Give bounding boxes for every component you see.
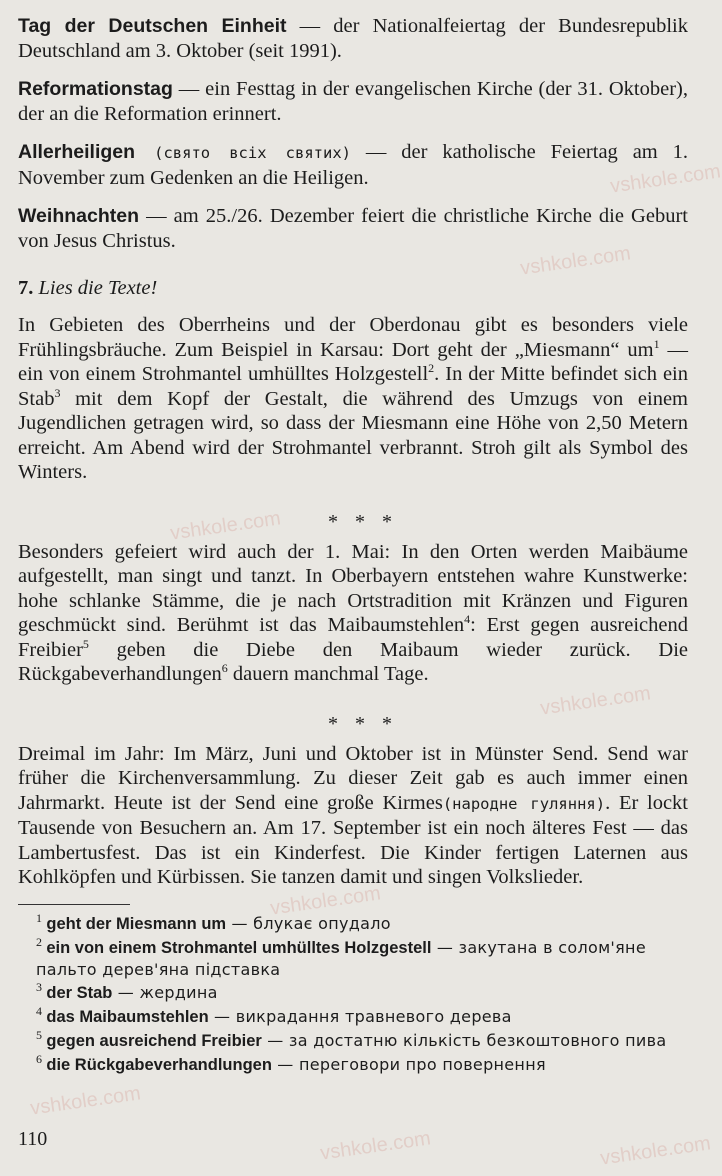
footnote-ref: 6: [221, 661, 228, 676]
footnote-2: [18, 934, 688, 980]
definition-reformationstag: [18, 77, 688, 127]
definition-tag-der-einheit: [18, 14, 688, 64]
definition-text: — der katholische Feiertag am 1. November zum Gedenken an die Heiligen.: [18, 141, 689, 189]
task-heading: [18, 276, 688, 301]
footnote-translation: — переговори про повернення: [271, 1054, 546, 1074]
footnote-ref: 2: [428, 361, 435, 376]
footnote-term: das Maibaumstehlen: [46, 1007, 209, 1026]
watermark: vshkole.com: [538, 682, 653, 720]
definition-text: — der Nationalfeiertag der Bundesrepublik Deutschland am 3. Oktober (seit 1991).: [18, 15, 688, 62]
definition-term: Weihnachten: [18, 205, 139, 227]
footnote-number: 2: [36, 934, 42, 949]
footnote-term: ein von einem Strohmantel umhülltes Holzgestell: [46, 938, 432, 957]
footnote-5: [18, 1027, 688, 1052]
footnote-number: 5: [36, 1027, 42, 1042]
footnotes: [18, 910, 688, 1076]
watermark: vshkole.com: [268, 882, 383, 920]
definition-weihnachten: [18, 204, 688, 254]
definition-gloss: (свято всіх святих): [135, 144, 351, 162]
footnote-1: [18, 910, 688, 935]
definition-text: — ein Festtag in der evangelischen Kirche (der 31. Oktober), der an die Reformation erinnert.: [18, 78, 688, 125]
watermark: vshkole.com: [518, 242, 633, 280]
footnote-term: die Rückgabeverhandlungen: [46, 1055, 272, 1074]
text-segment: : Erst gegen ausreichend Freibier: [18, 614, 688, 661]
text-segment: Besonders gefeiert wird auch der 1. Mai: In den Orten werden Maibäume aufgestellt, man singt und tanzt. In Oberbayern entstehen wahre Kunstwerke: hohe schlanke Stämme, die je nach Ortstradition mit Kränzen und Figuren geschmückt sind. Berühmt ist das Maibaumstehlen: [18, 540, 688, 636]
footnote-translation: — викрадання травневого дерева: [208, 1006, 512, 1026]
definition-term: Tag der Deutschen Einheit: [18, 15, 287, 37]
footnote-term: gegen ausreichend Freibier: [46, 1031, 262, 1050]
footnote-number: 1: [36, 910, 42, 925]
footnote-translation: — закутана в солом'яне пальто дерев'яна підставка: [36, 937, 646, 979]
footnote-term: der Stab: [46, 983, 113, 1002]
task-number: 7.: [18, 277, 34, 299]
footnote-number: 6: [36, 1051, 42, 1066]
footnote-translation: — жердина: [112, 982, 218, 1002]
footnote-ref: 4: [464, 612, 471, 627]
definition-allerheiligen: [18, 140, 688, 191]
page-number: 110: [18, 1128, 48, 1150]
text-segment: In Gebieten des Oberrheins und der Oberdonau gibt es besonders viele Frühlingsbräuche. Zum Beispiel in Karsau: Dort geht der „Miesmann“ um: [18, 314, 688, 361]
footnote-ref: 5: [82, 636, 89, 651]
textbook-page: [18, 14, 688, 1078]
text-segment: dauern manchmal Tage.: [227, 663, 429, 685]
text-paragraph-1: [18, 313, 688, 485]
definition-text: — am 25./26. Dezember feiert die christliche Kirche die Geburt von Jesus Christus.: [18, 205, 688, 252]
definition-term: Allerheiligen: [18, 141, 136, 163]
footnote-6: [18, 1051, 688, 1076]
text-segment: . Er lockt Tausende von Besuchern an. Am 17. September ist ein noch älteres Fest — das Lambertusfest. Das ist ein Kinderfest. Die Kinder fertigen Laternen aus Kohlköpfen und Kürbissen. Sie tanzen damit und singen Volkslieder.: [18, 791, 689, 888]
watermark: vshkole.com: [28, 1082, 143, 1120]
text-paragraph-3: [18, 742, 688, 890]
text-segment: mit dem Kopf der Gestalt, die während des Umzugs von einem Jugendlichen getragen wird, so dass der Miesmann eine Höhe von 2,50 Metern erreicht. Am Abend wird der Strohmantel verbrannt. Stroh gilt als Symbol des Winters.: [18, 387, 688, 483]
section-separator: * * *: [328, 510, 398, 533]
text-segment: . In der Mitte befindet sich ein Stab: [18, 363, 688, 410]
watermark: vshkole.com: [168, 507, 283, 545]
text-segment: geben die Diebe den Maibaum wieder zurück. Die Rückgabeverhandlungen: [18, 638, 688, 685]
footnote-number: 3: [36, 979, 42, 994]
footnote-divider: [18, 904, 130, 905]
watermark: vshkole.com: [608, 160, 722, 198]
inline-gloss: (народне гуляння): [442, 794, 606, 813]
watermark: vshkole.com: [598, 1132, 713, 1170]
footnote-ref: 3: [54, 385, 61, 400]
footnote-ref: 1: [653, 336, 660, 351]
footnote-translation: — за достатню кількість безкоштовного пива: [261, 1030, 667, 1050]
footnote-number: 4: [36, 1003, 42, 1018]
footnote-translation: — блукає опудало: [226, 913, 391, 933]
text-segment: Dreimal im Jahr: Im März, Juni und Oktober ist in Münster Send. Send war früher die Kirchenversammlung. Zu dieser Zeit gab es auch immer einen Jahrmarkt. Heute ist der Send eine große Kirmes: [18, 742, 688, 814]
footnote-term: geht der Miesmann um: [46, 914, 227, 933]
definition-term: Reformationstag: [18, 78, 173, 100]
section-separator: * * *: [328, 712, 398, 735]
footnote-3: [18, 979, 688, 1004]
footnote-4: [18, 1003, 688, 1028]
text-segment: — ein von einem Strohmantel umhülltes Holzgestell: [18, 338, 688, 385]
text-paragraph-2: [18, 540, 688, 687]
task-title: Lies die Texte!: [38, 277, 158, 299]
watermark: vshkole.com: [318, 1127, 433, 1165]
